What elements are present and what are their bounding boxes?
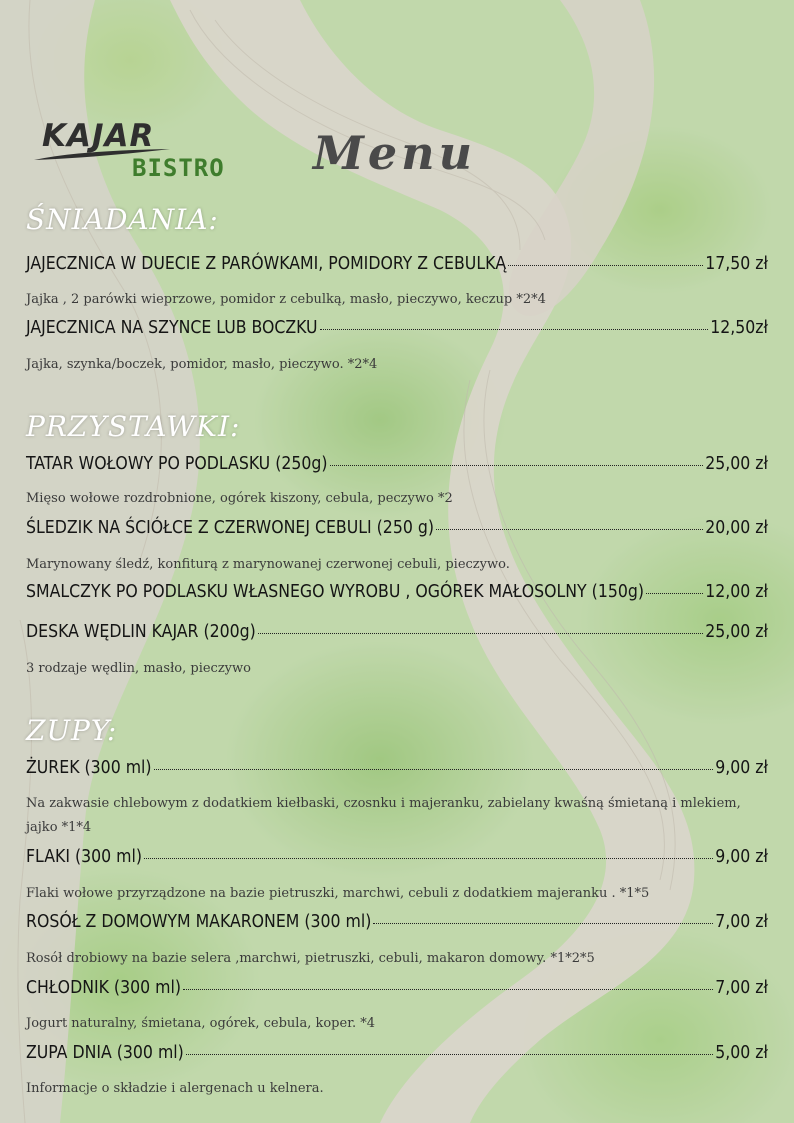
menu-item-name: TATAR WOŁOWY PO PODLASKU (250g) [26, 454, 328, 474]
menu-item-price: 5,00 zł [715, 1043, 768, 1063]
menu-item-price: 7,00 zł [715, 978, 768, 998]
menu-item-price: 20,00 zł [705, 518, 768, 538]
dot-leader [320, 329, 709, 330]
menu-item-price: 12,00 zł [705, 582, 768, 602]
dot-leader [373, 923, 713, 924]
dot-leader [154, 769, 714, 770]
dot-leader [183, 989, 713, 990]
menu-item-name: JAJECZNICA W DUECIE Z PARÓWKAMI, POMIDORY Z CEBULKĄ [26, 254, 507, 274]
menu-item-price: 9,00 zł [715, 847, 768, 867]
menu-item-description: Flaki wołowe przyrządzone na bazie pietruszki, marchwi, cebuli z dodatkiem majeranku . *1*5 [26, 886, 650, 901]
menu-item [26, 582, 768, 602]
logo-kajar-text: KAJAR [42, 118, 155, 154]
menu-item-price: 25,00 zł [705, 622, 768, 642]
logo-bistro-text: BISTRO [132, 154, 225, 182]
menu-item-description: Jogurt naturalny, śmietana, ogórek, cebula, koper. *4 [26, 1016, 376, 1031]
menu-item [26, 912, 768, 932]
menu-item-name: ROSÓŁ Z DOMOWYM MAKARONEM (300 ml) [26, 912, 372, 932]
section-heading-appetizers: PRZYSTAWKI: [26, 410, 241, 443]
menu-item [26, 978, 768, 998]
dot-leader [258, 633, 703, 634]
menu-item-description: 3 rodzaje wędlin, masło, pieczywo [26, 661, 251, 676]
menu-item [26, 254, 768, 274]
page-title: Menu [313, 126, 477, 180]
menu-item-description: Marynowany śledź, konfiturą z marynowanej czerwonej cebuli, pieczywo. [26, 557, 510, 572]
menu-item-name: ZUPA DNIA (300 ml) [26, 1043, 184, 1063]
kajar-bistro-logo [32, 118, 242, 188]
section-heading-soups: ZUPY: [26, 714, 118, 747]
menu-item [26, 318, 768, 338]
menu-item-price: 7,00 zł [715, 912, 768, 932]
menu-item-description: Na zakwasie chlebowym z dodatkiem kiełbaski, czosnku i majeranku, zabielany kwaśną śmietaną i mlekiem, jajko *1*4 [26, 796, 741, 835]
menu-item-name: JAJECZNICA NA SZYNCE LUB BOCZKU [26, 318, 318, 338]
menu-item-description: Rosół drobiowy na bazie selera ,marchwi, pietruszki, cebuli, makaron domowy. *1*2*5 [26, 951, 595, 966]
menu-item-price: 9,00 zł [715, 758, 768, 778]
menu-item-name: FLAKI (300 ml) [26, 847, 142, 867]
dot-leader [646, 593, 703, 594]
dot-leader [330, 465, 704, 466]
section-heading-breakfast: ŚNIADANIA: [26, 203, 219, 236]
menu-item-price: 12,50zł [710, 318, 768, 338]
menu-item-name: DESKA WĘDLIN KAJAR (200g) [26, 622, 256, 642]
dot-leader [144, 858, 713, 859]
menu-item-description: Mięso wołowe rozdrobnione, ogórek kiszony, cebula, peczywo *2 [26, 491, 453, 506]
menu-item-name: ŚLEDZIK NA ŚCIÓŁCE Z CZERWONEJ CEBULI (250 g) [26, 518, 434, 538]
menu-item-name: CHŁODNIK (300 ml) [26, 978, 181, 998]
menu-item-price: 25,00 zł [705, 454, 768, 474]
menu-item [26, 454, 768, 474]
menu-item-description: Jajka, szynka/boczek, pomidor, masło, pieczywo. *2*4 [26, 357, 378, 372]
menu-item [26, 622, 768, 642]
allergen-footer-note: Informacje o składzie i alergenach u kelnera. [26, 1081, 324, 1096]
menu-item-name: SMALCZYK PO PODLASKU WŁASNEGO WYROBU , OGÓREK MAŁOSOLNY (150g) [26, 582, 645, 602]
dot-leader [186, 1054, 713, 1055]
menu-item-description: Jajka , 2 parówki wieprzowe, pomidor z cebulką, masło, pieczywo, keczup *2*4 [26, 292, 546, 307]
menu-item-price: 17,50 zł [705, 254, 768, 274]
menu-item [26, 758, 768, 778]
menu-item-name: ŻUREK (300 ml) [26, 758, 152, 778]
menu-item [26, 518, 768, 538]
dot-leader [436, 529, 703, 530]
dot-leader [508, 265, 703, 266]
menu-item [26, 1043, 768, 1063]
menu-item [26, 847, 768, 867]
